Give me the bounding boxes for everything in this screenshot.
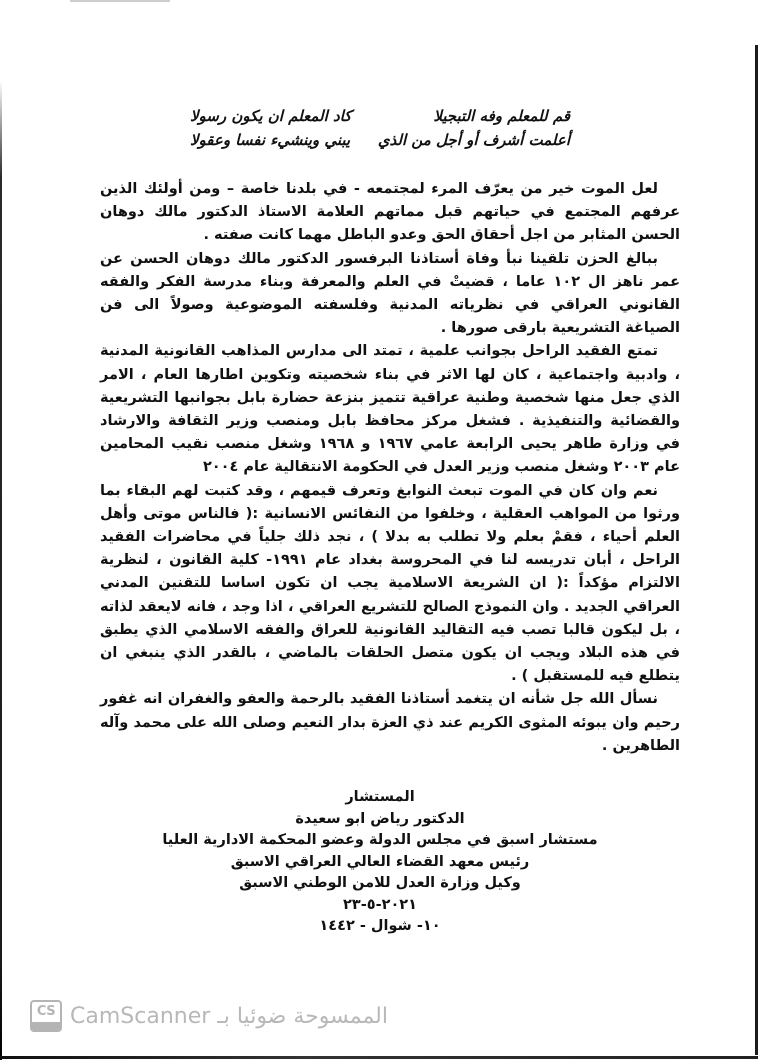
poem-hemistich-first: أعلمت أشرف أو أجل من الذي [377,131,570,149]
poem-hemistich-first: قم للمعلم وفه التبجيلا [433,107,570,125]
camscanner-logo-icon [30,1000,62,1032]
signature-date-hijri: ١٠- شوال - ١٤٤٢ [319,918,441,934]
signature-position: رئيس معهد القضاء العالي العراقي الاسبق [230,853,530,870]
paragraph-prayer: نسأل الله جل شأنه ان يتغمد أستاذنا الفقيد بالرحمة والعفو والغفران انه غفور رحيم وان يبوئه المثوى الكريم عند ذي العزة بدار النعيم وصلى الله على محمد وآله الطاهرين . [100,691,680,754]
signature-block [130,787,630,938]
scan-edge-top [70,0,170,2]
signature-title: المستشار [345,789,415,805]
scan-edge-left [0,80,2,1060]
poem-line [190,128,570,152]
camscanner-watermark-text: الممسوحة ضوئيا بـ CamScanner [70,1003,388,1029]
signature-name: الدكتور رياض ابو سعيدة [295,810,465,827]
paragraph-condolence: ببالغ الحزن تلقينا نبأ وفاة أستاذنا البرفسور الدكتور مالك دوهان الحسن عن عمر ناهز ال ١٠٢ عاما ، قضيتْ في العلم والمعرفة وبناء مدرسة الفكر والفقه القانوني العراقي في نظرياته المدنية وفلسفته الموضوعية وصولاً الى فن الصياغة التشريعية بارقى صورها . [100,250,681,337]
signature-date-gregorian: ٢٠٢١-٥-٢٣ [342,896,418,913]
poem-header [190,104,570,152]
camscanner-logo-text: CS [36,1004,56,1019]
camscanner-logo-bar [32,1022,60,1030]
signature-position: مستشار اسبق في مجلس الدولة وعضو المحكمة الادارية العليا [162,832,598,848]
camscanner-watermark [30,1000,388,1032]
paragraph-career: تمتع الفقيد الراحل بجوانب علمية ، تمتد الى مدارس المذاهب القانونية المدنية ، وادبية واجتماعية ، كان لها الاثر في بناء شخصيته وتكوين اطارها العام ، الامر الذي جعل منها شخصية وطنية عراقية تتميز بنزعة حضارة بابل بجوانبها التشريعية والقضائية والتنفيذية . فشغل مركز محافظ بابل ومنصب وزير الثقافة والارشاد في وزارة طاهر يحيى الرابعة عامي ١٩٦٧ و ١٩٦٨ وشغل منصب نقيب المحامين عام ٢٠٠٣ وشغل منصب وزير العدل في الحكومة الانتقالية عام ٢٠٠٤ [100,343,680,476]
poem-hemistich-second: يبني وينشيء نفسا وعقولا [190,131,351,149]
signature-position: وكيل وزارة العدل للامن الوطني الاسبق [239,875,521,891]
eulogy-body [100,178,680,758]
poem-line [190,104,570,128]
paragraph-legacy: نعم وان كان في الموت تبعث النوابغ وتعرف قيمهم ، وقد كتبت لهم البقاء بما ورثوا من المواهب العقلية ، وخلفوا من النفائس الانسانية :( فالناس موتى وأهل العلم أحياء ، فقمْ بعلم ولا تطلب به بدلا ) ، نجد ذلك جلياً في محاضرات الفقيد الراحل ، أبان تدريسه لنا في المحروسة بغداد عام ١٩٩١- كلية القانون ، لنظرية الالتزام مؤكداً :( ان الشريعة الاسلامية يجب ان تكون اساسا للتقنين المدني العراقي الجديد . وان النموذج الصالح للتشريع العراقي ، اذا وجد ، فانه لايعقد لذاته ، بل ليكون قالبا تصب فيه التقاليد القانونية للعراق والفقه الاسلامي الذي يطبق في هذه البلاد ويجب ان يكون متصل الحلقات بالماضي ، بالقدر الذي ينبغي ان يتطلع فيه للمستقبل ) . [100,482,680,685]
paragraph-intro: لعل الموت خير من يعرّف المرء لمجتمعه - في بلدنا خاصة – ومن أولئك الذين عرفهم المجتمع في حياتهم قبل مماتهم العلامة الاستاذ الدكتور مالك دوهان الحسن المثابر من اجل أحقاق الحق وعدو الباطل مهما كانت صفته . [100,181,680,244]
poem-hemistich-second: كاد المعلم ان يكون رسولا [190,107,352,125]
